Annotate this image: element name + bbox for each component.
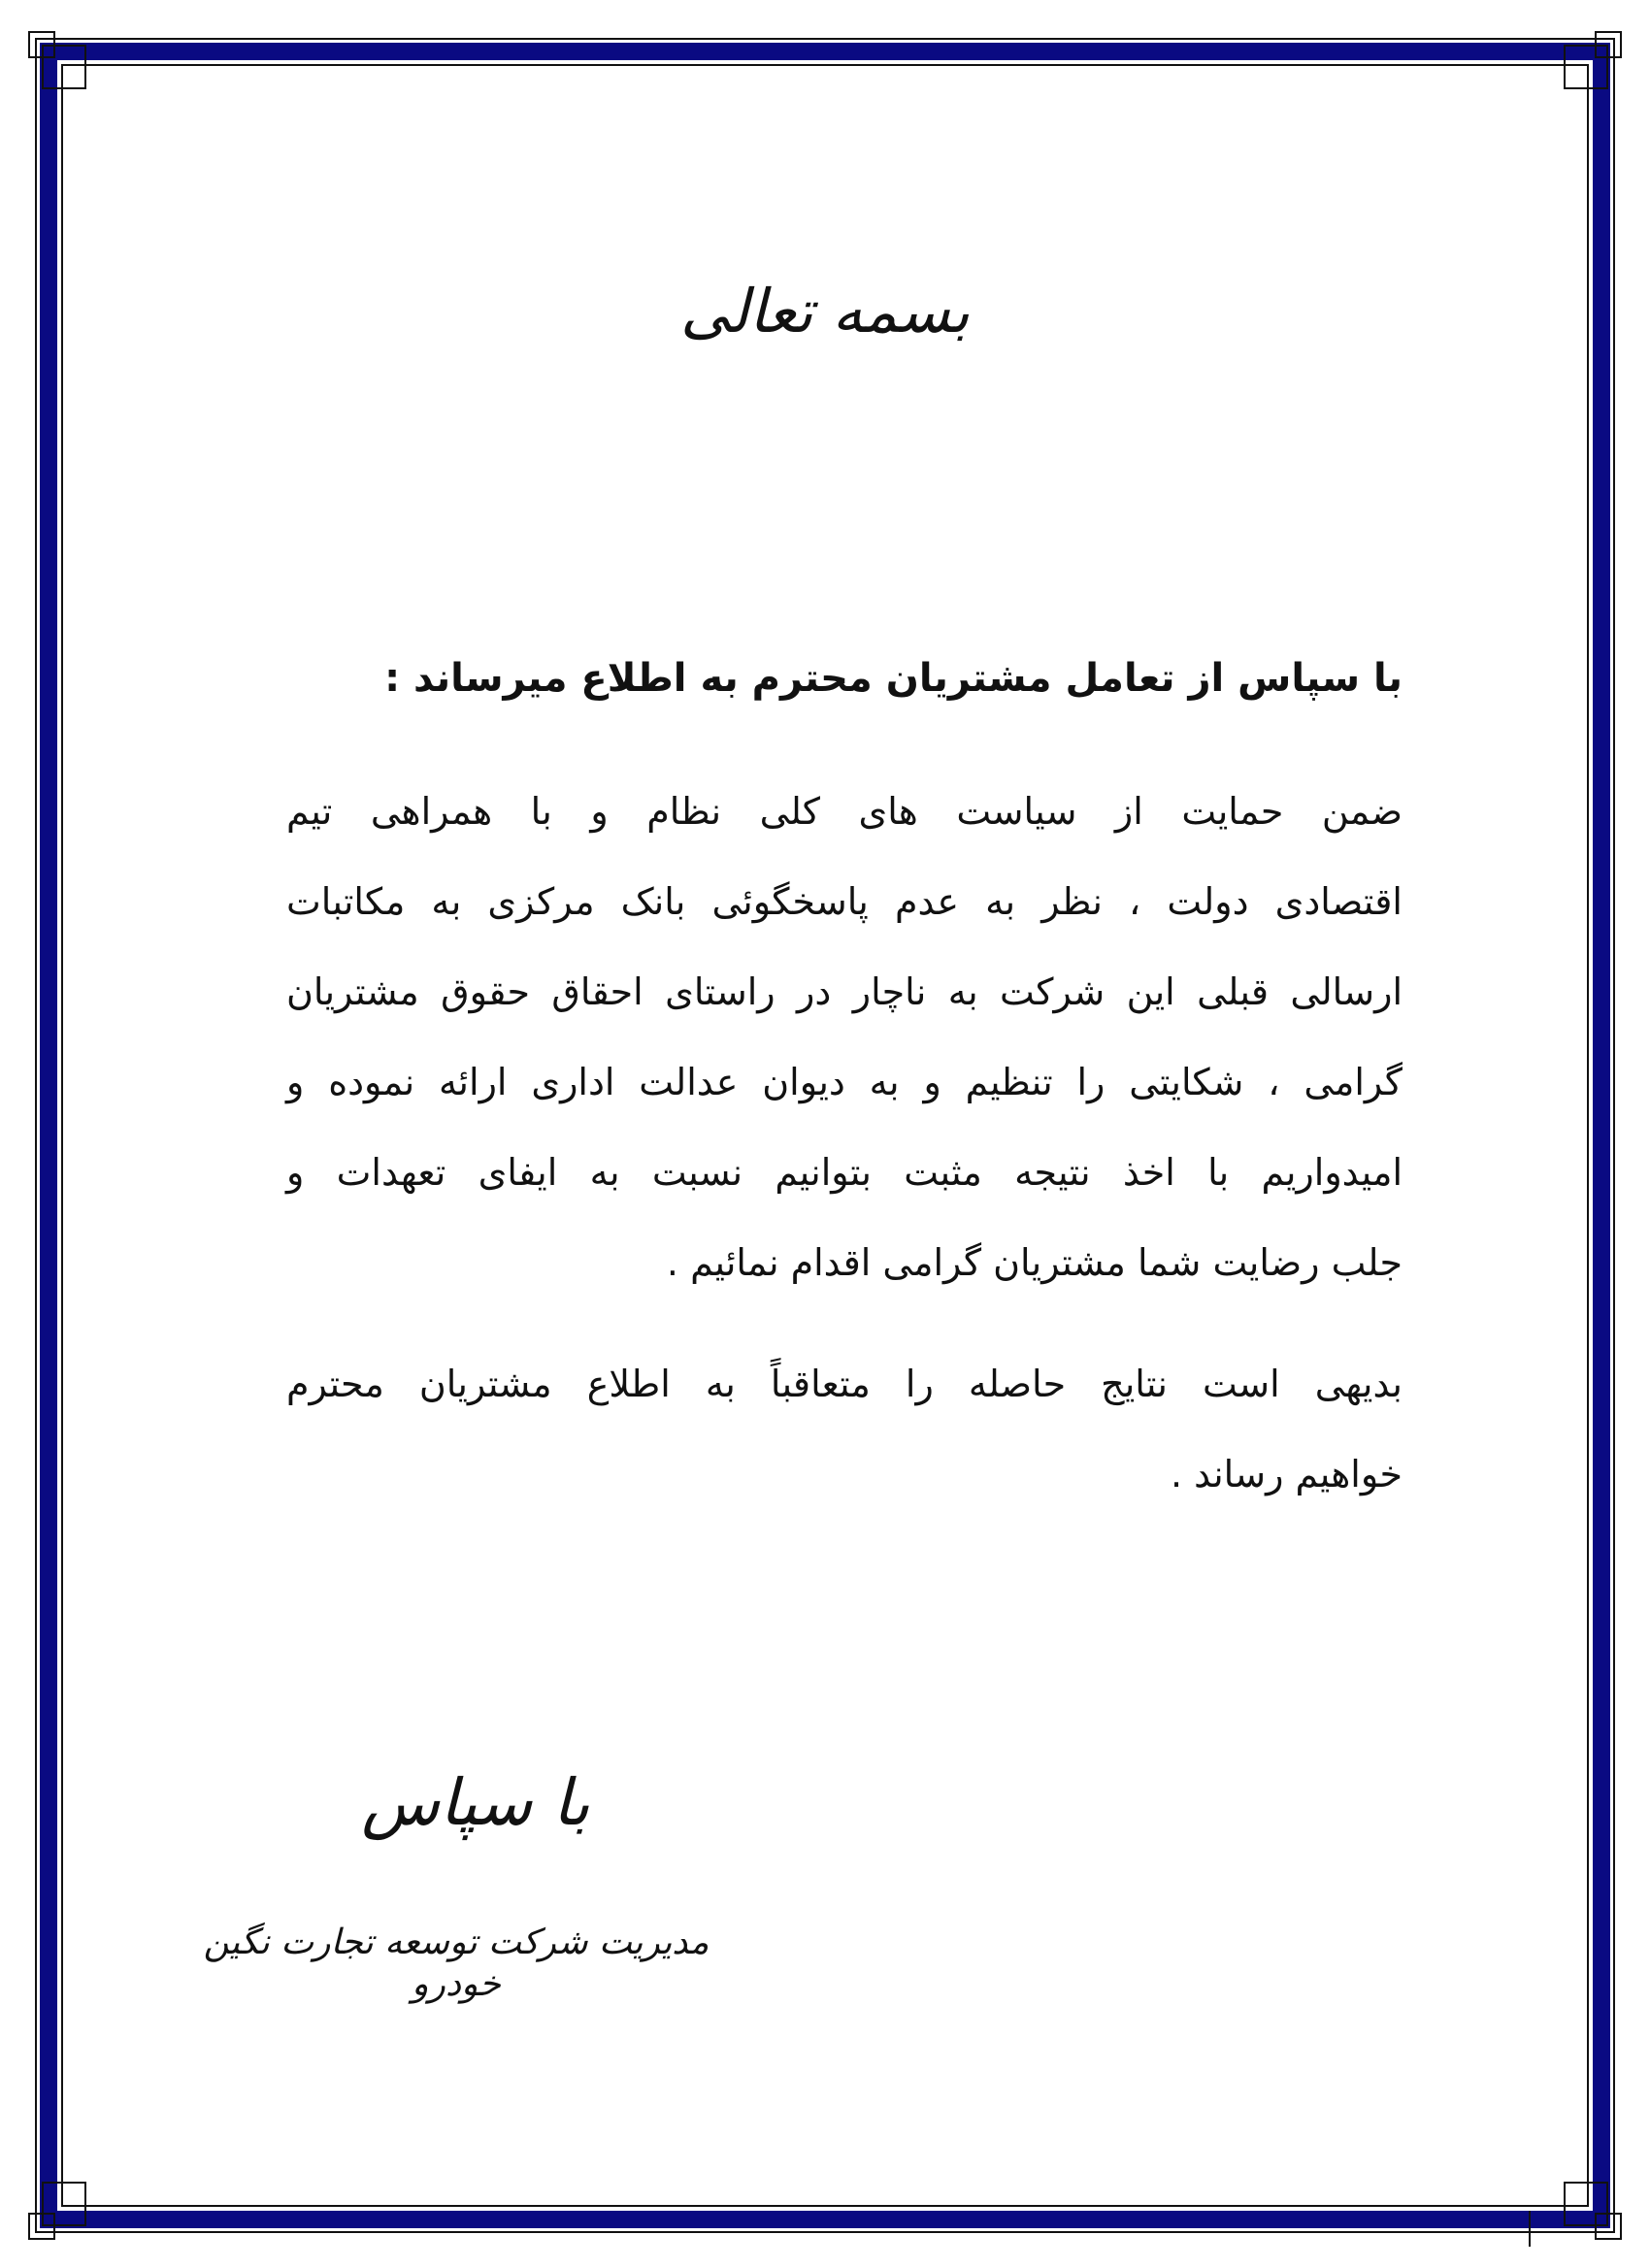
paragraph-1-line: اقتصادی دولت ، نظر به عدم پاسخگوئی بانک مرکزی به مکاتبات	[286, 880, 1402, 923]
paragraph-1-line: امیدواریم با اخذ نتیجه مثبت بتوانیم نسبت به ایفای تعهدات و	[286, 1151, 1402, 1194]
paragraph-1-line: ضمن حمایت از سیاست های کلی نظام و با همراهی تیم	[286, 790, 1402, 833]
paragraph-1-line: ارسالی قبلی این شرکت به ناچار در راستای احقاق حقوق مشتریان	[286, 970, 1402, 1013]
closing-salutation: با سپاس	[361, 1765, 590, 1840]
paragraph-1-line: جلب رضایت شما مشتریان گرامی اقدام نمائیم .	[666, 1241, 1402, 1284]
paragraph-2-line: بدیهی است نتایج حاصله را متعاقباً به اطلاع مشتریان محترم	[286, 1363, 1402, 1405]
paragraph-1-line: گرامی ، شکایتی را تنظیم و به دیوان عدالت اداری ارائه نموده و	[286, 1061, 1402, 1103]
invocation: بسمه تعالی	[680, 276, 970, 346]
paragraph-1	[286, 767, 1402, 1308]
paragraph-2-line: خواهیم رساند .	[1170, 1453, 1402, 1496]
signatory: مدیریت شرکت توسعه تجارت نگین خودرو	[203, 1923, 710, 2005]
letter-heading: با سپاس از تعامل مشتریان محترم به اطلاع میرساند :	[384, 656, 1402, 701]
paragraph-2	[286, 1339, 1402, 1520]
